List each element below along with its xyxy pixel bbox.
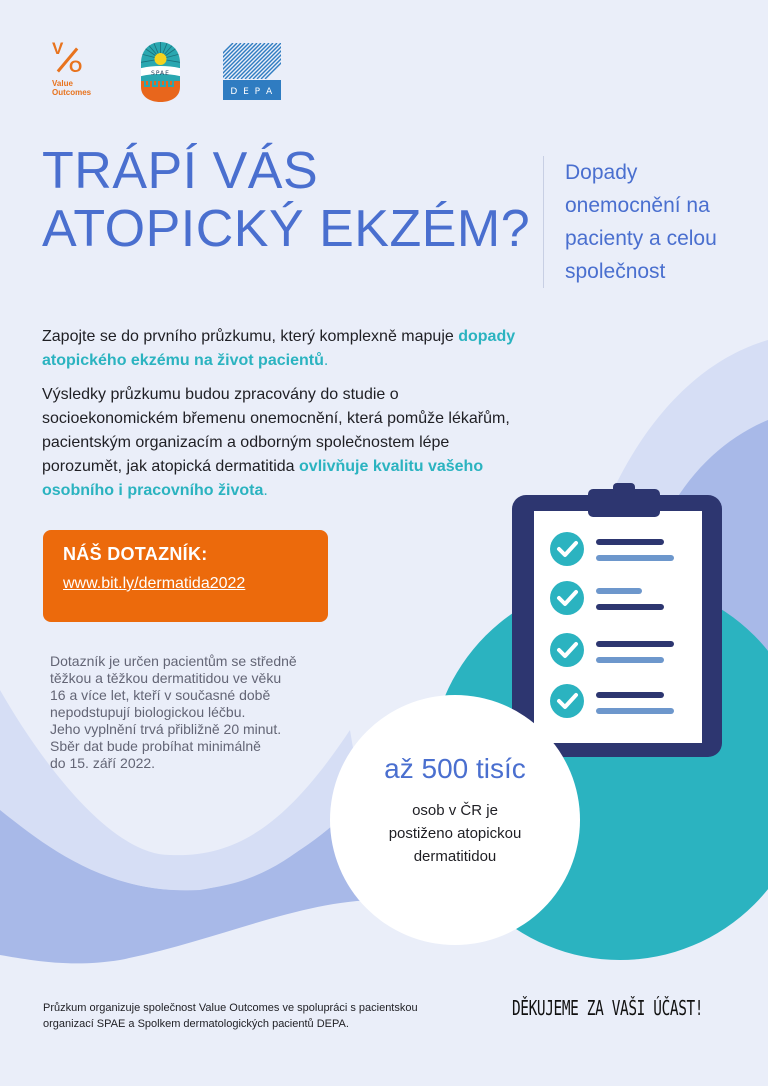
intro-p2-highlight: ovlivňuje kvalitu vašeho osobního i pracovního života	[42, 458, 484, 499]
subhead-line: společnost	[565, 260, 666, 283]
spae-emblem-icon	[137, 41, 184, 103]
vo-mark-icon	[52, 39, 86, 77]
intro-p1-highlight: dopady atopického ekzému na život pacientů	[42, 328, 516, 369]
note-line: Sběr dat bude probíhat minimálně	[50, 738, 261, 754]
intro-p1-end: .	[323, 352, 329, 369]
page-title	[42, 142, 542, 258]
intro-text	[42, 325, 522, 513]
title-line-2: ATOPICKÝ EKZÉM?	[42, 200, 531, 258]
note-line: do 15. září 2022.	[50, 755, 156, 771]
intro-p2-end: .	[263, 482, 268, 499]
note-line: Jeho vyplnění trvá přibližně 20 minut.	[50, 721, 282, 737]
title-line-1: TRÁPÍ VÁS	[42, 142, 319, 200]
title-divider	[543, 156, 544, 288]
subheading	[565, 156, 765, 288]
statistic-line: dermatitidou	[413, 848, 497, 865]
value-outcomes-logo	[52, 39, 112, 103]
subhead-line: pacienty a celou	[565, 227, 717, 250]
clipboard-checklist-icon	[510, 483, 730, 763]
organizer-credits	[43, 1000, 463, 1032]
subhead-line: Dopady	[565, 161, 638, 184]
subhead-line: onemocnění na	[565, 194, 710, 217]
depa-logo	[223, 43, 281, 100]
note-line: 16 a více let, kteří v současné době	[50, 687, 271, 703]
intro-p1-text: Zapojte se do prvního průzkumu, který komplexně mapuje	[42, 328, 459, 345]
intro-paragraph-2	[42, 383, 522, 503]
statistic-line: osob v ČR je	[412, 802, 498, 819]
vo-o: O	[69, 57, 83, 76]
depa-stripes-icon	[223, 43, 281, 100]
spae-logo	[137, 41, 184, 103]
svg-text:SPAE: SPAE	[151, 70, 170, 77]
note-line: nepodstupují biologickou léčbu.	[50, 704, 246, 720]
vo-v: V	[52, 39, 64, 58]
vo-name-line2: Outcomes	[52, 88, 92, 97]
vo-name	[52, 79, 112, 97]
questionnaire-link[interactable]: www.bit.ly/dermatida2022	[63, 575, 246, 592]
intro-paragraph-1	[42, 325, 522, 373]
questionnaire-box	[43, 530, 328, 622]
statistic-line: postiženo atopickou	[388, 825, 522, 842]
statistic-description	[330, 799, 580, 868]
statistic-value: až 500 tisíc	[384, 753, 526, 784]
vo-name-line1: Value	[52, 79, 73, 88]
note-line: Dotazník je určen pacientům se středně	[50, 653, 297, 669]
credits-line-2: organizací SPAE a Spolkem dermatologických pacientů DEPA.	[43, 1018, 349, 1030]
eligibility-note	[50, 653, 370, 772]
questionnaire-title: NÁŠ DOTAZNÍK:	[63, 544, 208, 564]
statistic-bubble	[330, 695, 580, 945]
credits-line-1: Průzkum organizuje společnost Value Outcomes ve spolupráci s pacientskou	[43, 1002, 418, 1014]
intro-p2-text: Výsledky průzkumu budou zpracovány do studie o socioekonomickém břemenu onemocnění, která pomůže lékařům, pacientským organizacím a odborným společnostem lépe porozumět, jak atopická dermatitida	[42, 386, 510, 475]
note-line: těžkou a těžkou dermatitidou ve věku	[50, 670, 282, 686]
svg-text:D E P A: D E P A	[230, 87, 274, 97]
thank-you-message: DĚKUJEME ZA VAŠI ÚČAST!	[512, 996, 704, 1020]
